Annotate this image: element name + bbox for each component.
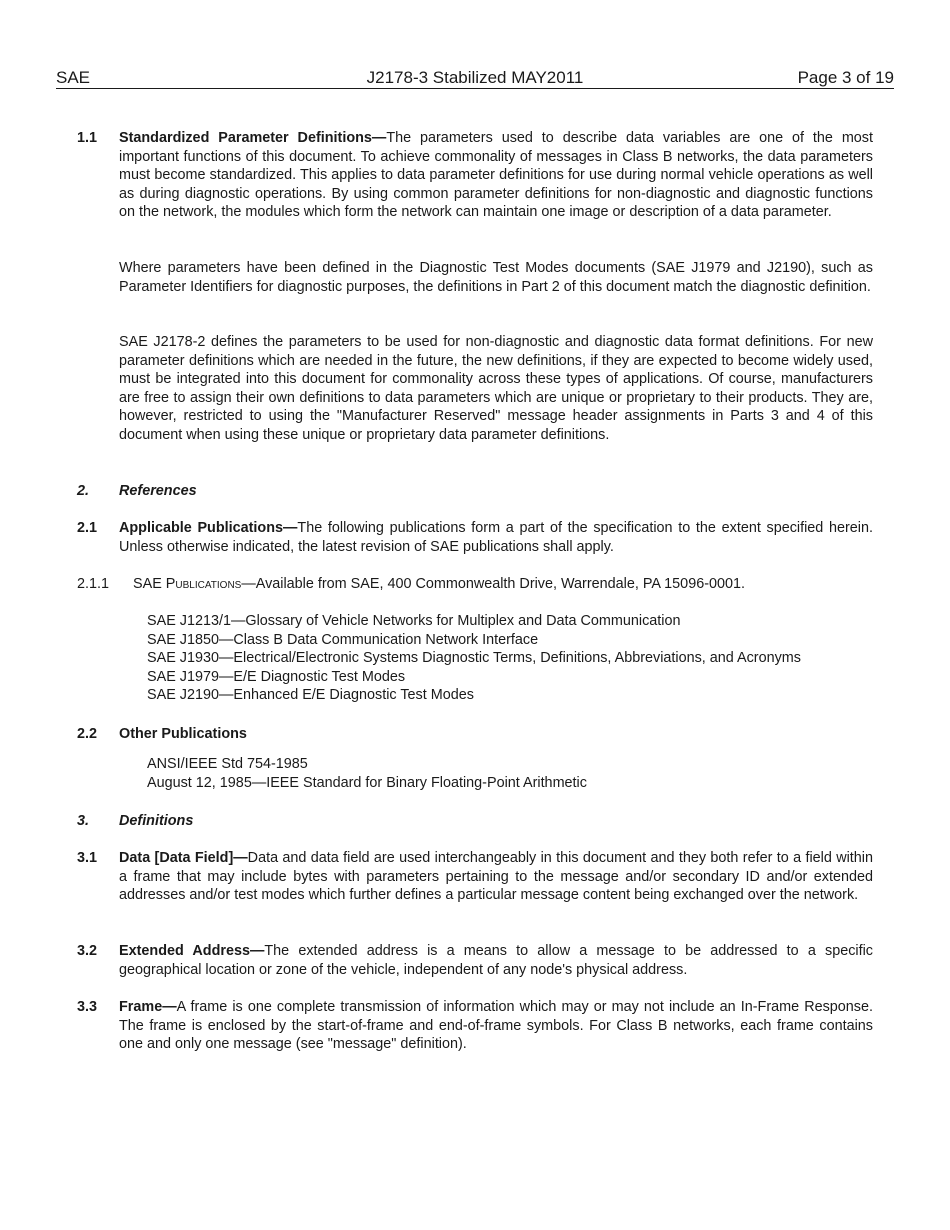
section-3-1-text: Data and data field are used interchangeably in this document and they both refer to a field within a frame that may include bytes with parameters pertaining to the message and/or secondary ID and/or extended addresses and/or test modes which further defines a particular message content being exchanged over the network.: [119, 850, 874, 904]
section-2-1-term: Applicable Publications—: [119, 520, 298, 536]
section-1-1-paragraph-3: SAE J2178-2 defines the parameters to be used for non-diagnostic and diagnostic data format definitions. For new parameter definitions which are needed in the future, the new definitions, if they are expected to become widely used, must be integrated into this document for commonality across these types of applications. Of course, manufacturers are free to assign their own definitions to data parameters which are unique or proprietary to their products. They are, however, restricted to using the "Manufacturer Reserved" message header assignments in Parts 3 and 4 of this document when using these unique or proprietary data parameter definitions.: [119, 334, 873, 443]
section-2-1-1-paragraph: [133, 575, 745, 594]
sae-publications-list: [147, 612, 887, 705]
list-item: August 12, 1985—IEEE Standard for Binary Floating-Point Arithmetic: [147, 774, 587, 791]
other-publications-list: [147, 755, 887, 792]
section-3-3-number: 3.3: [77, 999, 98, 1015]
header-document-id: J2178-3 Stabilized MAY2011: [366, 68, 584, 87]
section-3-1-term: Data [Data Field]—: [119, 850, 248, 866]
list-item: ANSI/IEEE Std 754-1985: [147, 756, 308, 772]
list-item: SAE J1930—Electrical/Electronic Systems Diagnostic Terms, Definitions, Abbreviations, and Acronyms: [147, 650, 801, 667]
section-3-title: Definitions: [119, 813, 194, 829]
section-2-1-number: 2.1: [77, 520, 98, 536]
section-2-1-1-label-rest: ublications: [175, 576, 242, 592]
page-header: [56, 68, 894, 89]
section-1-1-text: The parameters used to describe data variables are one of the most important functions of this document. To achieve commonality of messages in Class B networks, the data parameters must become standardized. This applies to data parameter definitions for use during normal vehicle operations as well as during diagnostic operations. By using common parameter definitions for non-diagnostic and diagnostic functions on the network, the modules which form the network can maintain one image or description of a data parameter.: [119, 130, 874, 221]
section-1-1-term: Standardized Parameter Definitions—: [119, 130, 387, 146]
section-2-1-1-label-initial: SAE P: [133, 576, 176, 592]
section-2-2-number: 2.2: [77, 726, 98, 742]
section-3-2-term: Extended Address—: [119, 943, 265, 959]
section-3-3-paragraph: [119, 998, 873, 1054]
section-2-2-title: Other Publications: [119, 726, 247, 742]
section-3-3-text: A frame is one complete transmission of information which may or may not include an In-Frame Response. The frame is enclosed by the start-of-frame and end-of-frame symbols. For Class B networks, each frame contains one and only one message (see "message" definition).: [119, 999, 873, 1053]
list-item: SAE J2190—Enhanced E/E Diagnostic Test Modes: [147, 687, 474, 704]
list-item: SAE J1213/1—Glossary of Vehicle Networks for Multiplex and Data Communication: [147, 613, 681, 629]
header-page-number: Page 3 of 19: [797, 68, 894, 87]
section-3-2-paragraph: [119, 942, 873, 979]
section-2-1-1-text: —Available from SAE, 400 Commonwealth Drive, Warrendale, PA 15096-0001.: [241, 576, 746, 592]
list-item: SAE J1979—E/E Diagnostic Test Modes: [147, 668, 406, 685]
section-3-2-number: 3.2: [77, 943, 98, 959]
section-2-1-paragraph: [119, 519, 873, 556]
section-3-1-paragraph: [119, 849, 873, 905]
section-2-1-text: The following publications form a part of the specification to the extent specified herein. Unless otherwise indicated, the latest revision of SAE publications shall apply.: [119, 520, 874, 555]
list-item: SAE J1850—Class B Data Communication Network Interface: [147, 631, 539, 648]
section-2-1-1-number: 2.1.1: [77, 576, 110, 592]
section-1-1-paragraph-2: Where parameters have been defined in the Diagnostic Test Modes documents (SAE J1979 and J2190), such as Parameter Identifiers for diagnostic purposes, the definitions in Part 2 of this document match the diagnostic definition.: [119, 260, 873, 295]
section-2-number: 2.: [77, 483, 90, 499]
section-3-1-number: 3.1: [77, 850, 98, 866]
section-3-number: 3.: [77, 813, 90, 829]
section-3-2-text: The extended address is a means to allow a message to be addressed to a specific geographical location or zone of the vehicle, independent of any node's physical address.: [119, 943, 873, 978]
section-1-1-number: 1.1: [77, 130, 98, 146]
section-2-title: References: [119, 483, 197, 499]
section-1-1-paragraph: [119, 129, 873, 222]
section-3-3-term: Frame—: [119, 999, 177, 1015]
header-org: SAE: [56, 68, 91, 87]
